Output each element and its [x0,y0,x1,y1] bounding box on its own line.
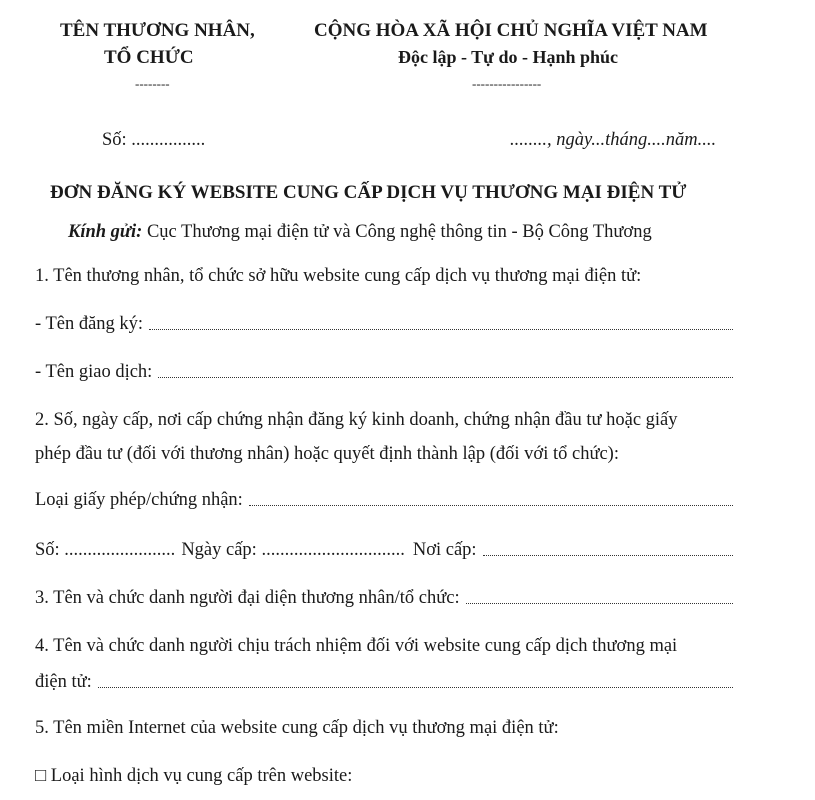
motto: Độc lập - Tự do - Hạnh phúc [398,47,619,67]
section-5-title: 5. Tên miền Internet của website cung cấp dịch vụ thương mại điện tử: [35,718,559,738]
license-place-label: Nơi cấp: [412,540,477,560]
document-title: ĐƠN ĐĂNG KÝ WEBSITE CUNG CẤP DỊCH VỤ THƯƠNG MẠI ĐIỆN TỬ [50,182,687,203]
motto-divider: ---------------- [472,76,542,91]
trade-name-label: - Tên giao dịch: [35,362,153,382]
org-divider: -------- [135,76,170,91]
section-4-line1: 4. Tên và chức danh người chịu trách nhiệm đối với website cung cấp dịch thương mại [35,636,678,656]
responsible-person-row [35,672,733,693]
license-number-field[interactable]: Số: ........................ [35,540,176,560]
org-name-line2: TỔ CHỨC [104,47,194,68]
license-type-row [35,490,733,511]
document-date: ........, ngày...tháng....năm.... [510,130,717,150]
license-date-field[interactable]: Ngày cấp: ............................... [181,540,405,560]
recipient-label: Kính gửi: [68,222,143,242]
registered-name-row [35,314,733,335]
section-2-line1: 2. Số, ngày cấp, nơi cấp chứng nhận đăng ký kinh doanh, chứng nhận đầu tư hoặc giấy [35,410,678,430]
trade-name-blank[interactable] [158,376,733,378]
org-name-line1: TÊN THƯƠNG NHÂN, [60,20,255,41]
trade-name-row [35,362,733,383]
license-place-blank[interactable] [483,554,733,556]
registered-name-blank[interactable] [149,328,733,330]
section-3-label: 3. Tên và chức danh người đại diện thương nhân/tổ chức: [35,588,460,608]
responsible-person-blank[interactable] [98,686,733,688]
nation-title: CỘNG HÒA XÃ HỘI CHỦ NGHĨA VIỆT NAM [314,20,708,41]
representative-blank[interactable] [466,602,733,604]
service-type-checkbox-item[interactable]: □ Loại hình dịch vụ cung cấp trên website: [35,766,353,786]
license-type-blank[interactable] [249,504,733,506]
license-type-label: Loại giấy phép/chứng nhận: [35,490,243,510]
recipient-line [68,222,652,243]
representative-row [35,588,733,609]
section-4-line2: điện tử: [35,672,92,692]
document-number: Số: ................ [102,130,206,150]
recipient-text: Cục Thương mại điện tử và Công nghệ thông tin - Bộ Công Thương [142,222,652,242]
license-details-row [35,540,733,561]
section-1-title: 1. Tên thương nhân, tổ chức sở hữu website cung cấp dịch vụ thương mại điện tử: [35,266,642,286]
section-2-line2: phép đầu tư (đối với thương nhân) hoặc quyết định thành lập (đối với tổ chức): [35,444,619,464]
registered-name-label: - Tên đăng ký: [35,314,144,334]
